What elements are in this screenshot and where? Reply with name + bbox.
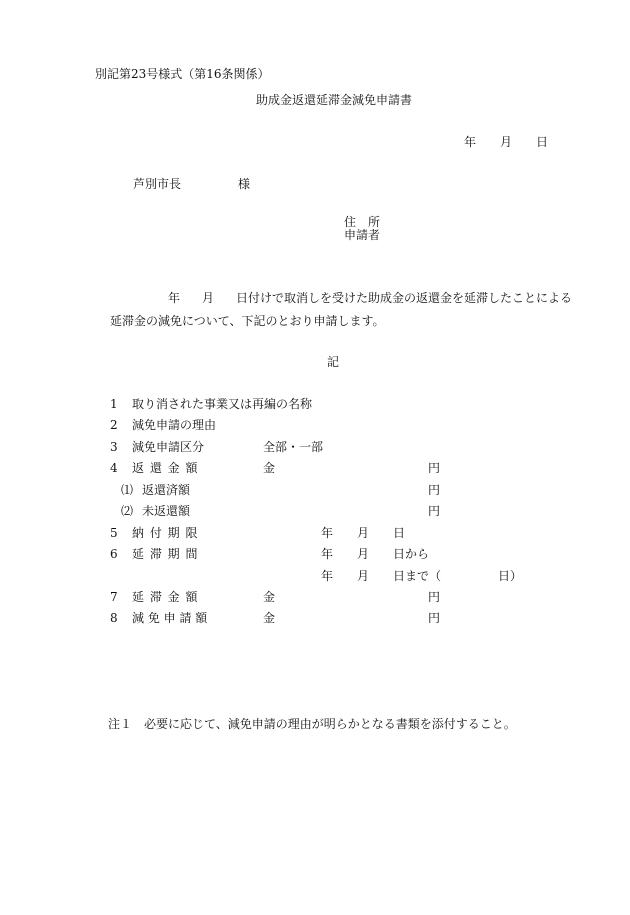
body-month: 月 bbox=[202, 291, 215, 305]
item-month: 月 bbox=[357, 526, 370, 540]
item-yen: 円 bbox=[428, 590, 441, 604]
item-label: 返 還 金 額 bbox=[132, 461, 199, 475]
item-label: 減 免 申 請 額 bbox=[132, 611, 208, 625]
item-number: 4 bbox=[110, 461, 118, 475]
note-label: 注１ bbox=[108, 717, 133, 731]
item-label: 延 滞 金 額 bbox=[132, 590, 199, 604]
item-year: 年 bbox=[321, 569, 334, 583]
form-number: 別記第23号様式（第16条関係） bbox=[95, 67, 270, 81]
item-yen: 円 bbox=[428, 611, 441, 625]
note-text: 必要に応じて、減免申請の理由が明らかとなる書類を添付すること。 bbox=[144, 717, 516, 731]
ki-heading: 記 bbox=[327, 355, 340, 369]
item-kin: 金 bbox=[263, 611, 276, 625]
body-line1: 日付けで取消しを受けた助成金の返還金を延滞したことによる bbox=[236, 291, 573, 305]
item-label: 減免申請区分 bbox=[132, 440, 205, 454]
date-month: 月 bbox=[500, 135, 513, 149]
item-number: 3 bbox=[110, 440, 118, 454]
item-value: 全部・一部 bbox=[263, 440, 324, 454]
item-year: 年 bbox=[321, 526, 334, 540]
item-number: ⑴ bbox=[121, 483, 134, 497]
item-label: 減免申請の理由 bbox=[132, 418, 217, 432]
document-title: 助成金返還延滞金減免申請書 bbox=[256, 93, 413, 107]
item-year: 年 bbox=[321, 547, 334, 561]
item-number: 6 bbox=[110, 547, 118, 561]
addressee-honorific: 様 bbox=[238, 177, 251, 191]
item-number: 8 bbox=[110, 611, 118, 625]
item-day: 日 bbox=[393, 526, 406, 540]
item-number: 1 bbox=[110, 397, 118, 411]
item-label: 返還済額 bbox=[142, 483, 191, 497]
item-yen: 円 bbox=[428, 461, 441, 475]
item-yen: 円 bbox=[428, 504, 441, 518]
date-day: 日 bbox=[536, 135, 549, 149]
item-yen: 円 bbox=[428, 483, 441, 497]
item-label: 納 付 期 限 bbox=[132, 526, 199, 540]
item-number: ⑵ bbox=[121, 504, 134, 518]
item-kin: 金 bbox=[263, 461, 276, 475]
item-number: 5 bbox=[110, 526, 118, 540]
item-label: 取り消された事業又は再編の名称 bbox=[132, 397, 313, 411]
body-line2: 延滞金の減免について、下記のとおり申請します。 bbox=[110, 314, 385, 328]
item-label: 延 滞 期 間 bbox=[132, 547, 199, 561]
body-year: 年 bbox=[168, 291, 181, 305]
item-month: 月 bbox=[357, 547, 370, 561]
item-days-close: 日） bbox=[498, 569, 523, 583]
addressee-name: 芦別市長 bbox=[133, 177, 182, 191]
item-day-from: 日から bbox=[393, 547, 430, 561]
address-label: 住 所 bbox=[344, 215, 381, 229]
date-year: 年 bbox=[464, 135, 477, 149]
item-number: 7 bbox=[110, 590, 118, 604]
item-kin: 金 bbox=[263, 590, 276, 604]
item-day-to: 日まで（ bbox=[393, 569, 442, 583]
item-month: 月 bbox=[357, 569, 370, 583]
item-label: 未返還額 bbox=[142, 504, 191, 518]
applicant-label: 申請者 bbox=[344, 228, 381, 242]
item-number: 2 bbox=[110, 418, 118, 432]
